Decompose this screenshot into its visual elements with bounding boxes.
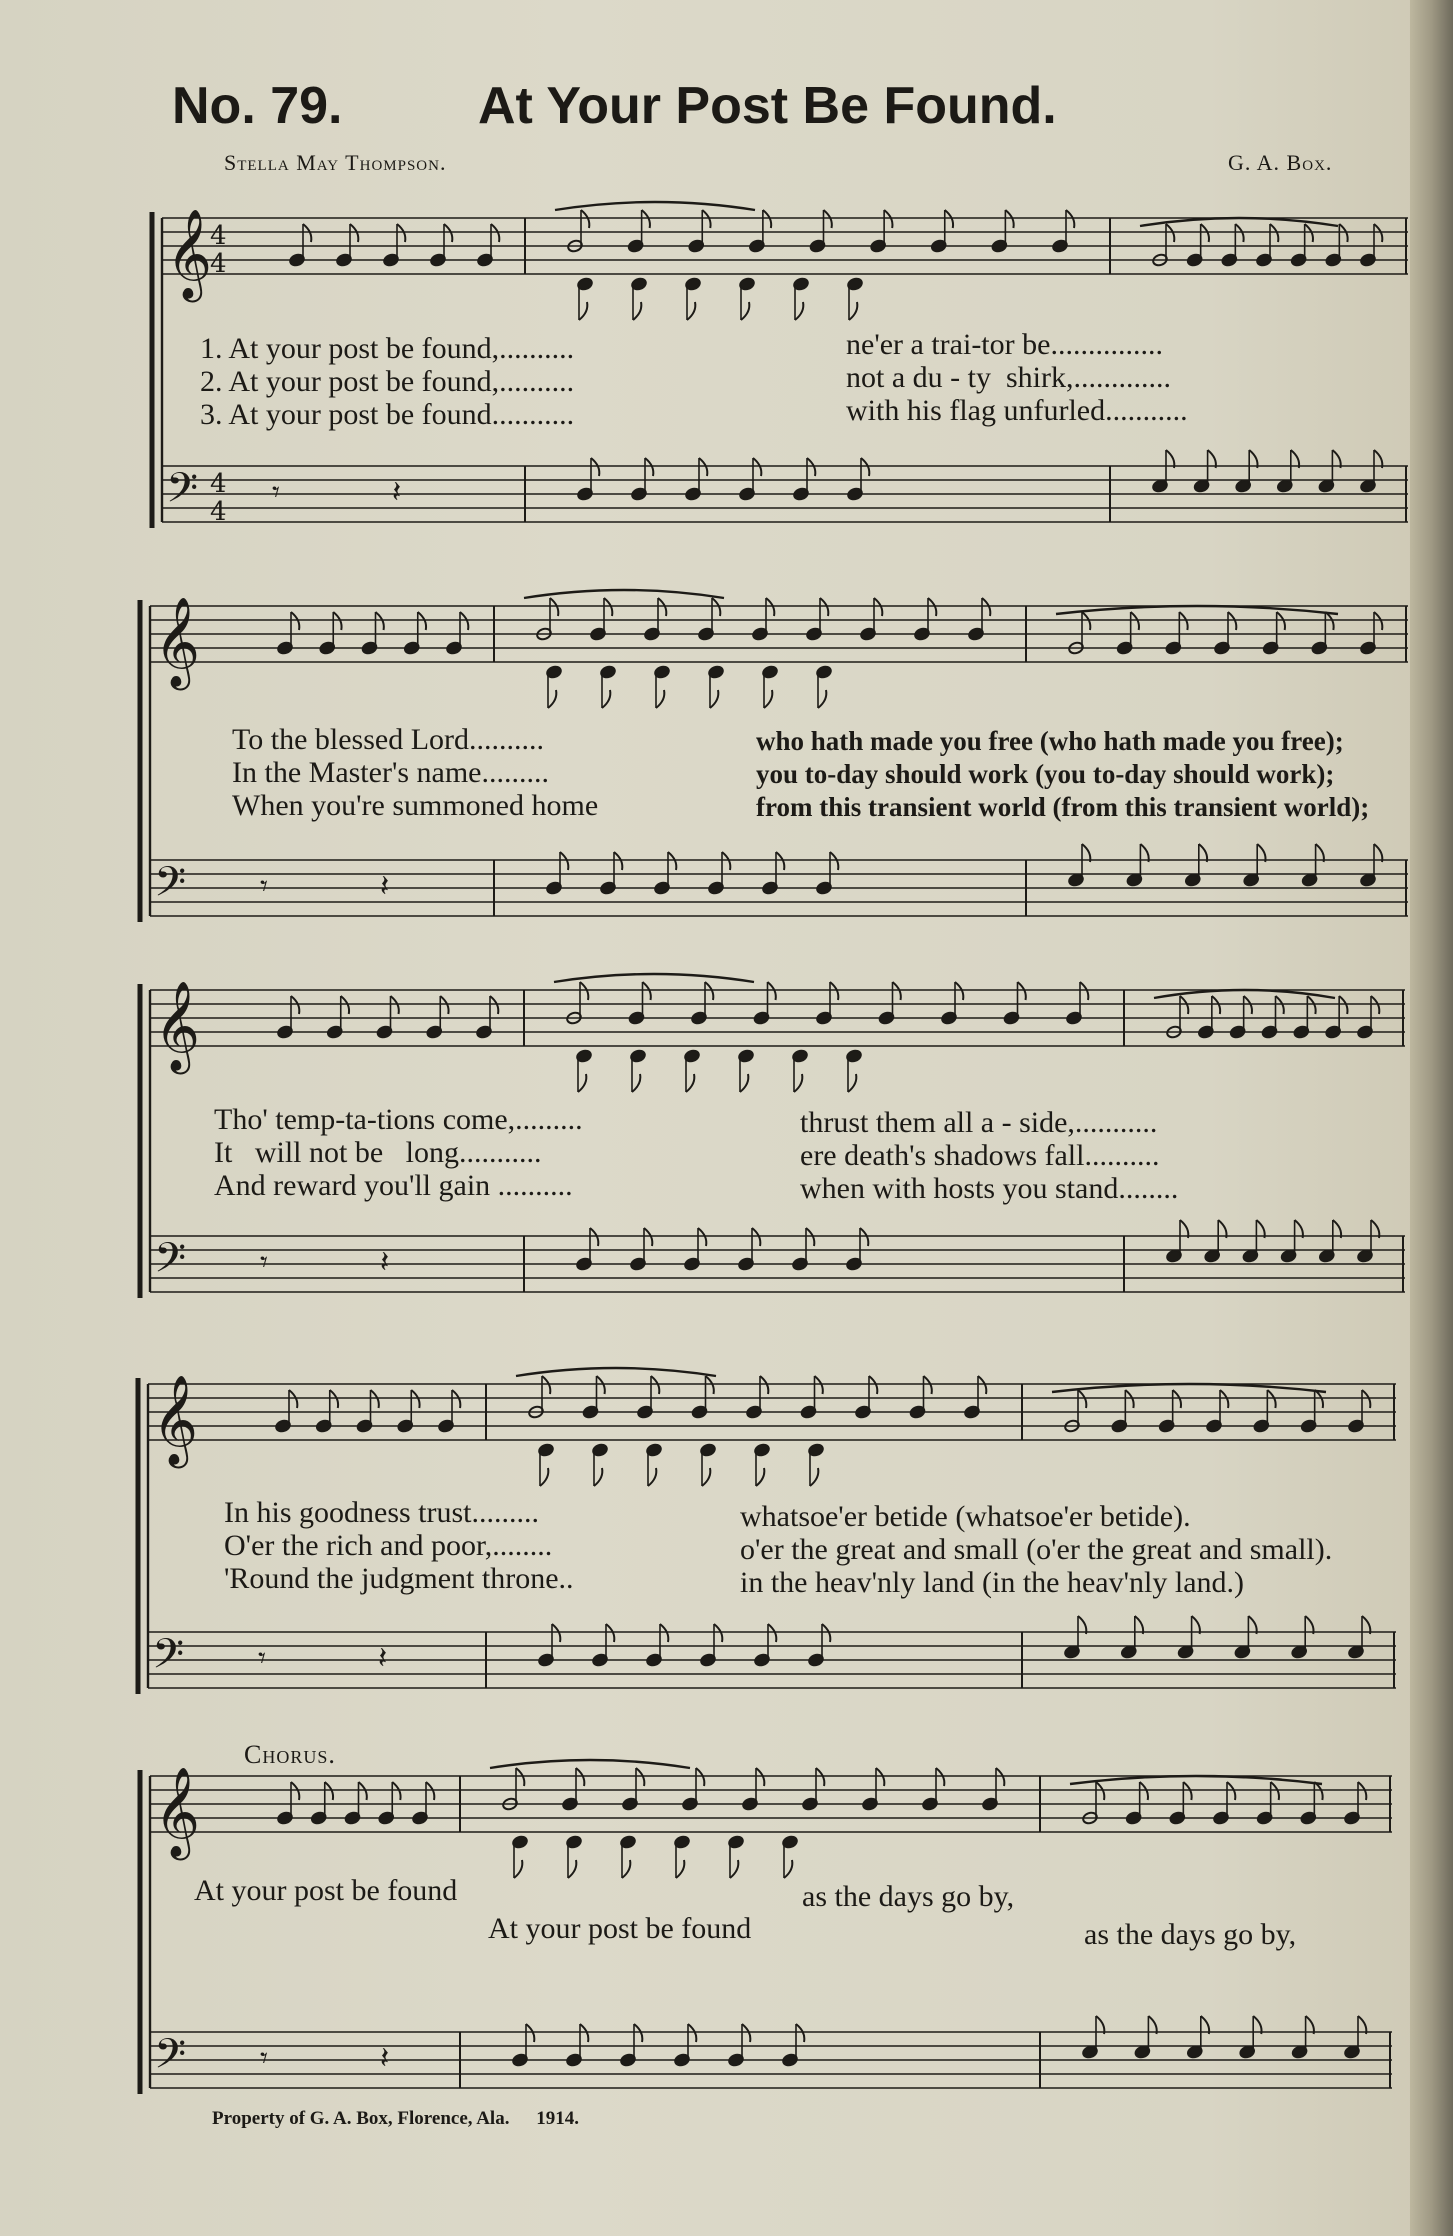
lyric-s2-l3-b: from this transient world (from this transient world); (756, 792, 1370, 822)
time-signature-bass-top: 4 (210, 469, 227, 499)
system-1-m2-bass-flag (861, 458, 869, 476)
system-4-m2-alto-flag (756, 1468, 764, 1486)
system-2-m2-treble-flag (550, 598, 558, 616)
system-3-m2-bass-flag (752, 1228, 760, 1246)
system-2-m3-treble-flag (1179, 612, 1187, 630)
system-4-m2-bass-flag (714, 1624, 722, 1642)
system-5-m2-treble-flag (696, 1768, 704, 1786)
system-3-m2-treble-flag (580, 982, 588, 1000)
system-5-bass-clef: 𝄢 (154, 2030, 187, 2088)
system-3-m2-treble-flag (768, 982, 776, 1000)
time-signature-treble-bottom: 4 (210, 249, 227, 279)
system-2-m1-treble-flag (376, 612, 384, 630)
hymn-number: No. 79. (172, 77, 343, 135)
system-3-bass-quarter-rest: 𝄽 (380, 1245, 390, 1280)
system-2-m2-treble-flag (874, 598, 882, 616)
system-2-m2-alto-flag (656, 690, 664, 708)
system-2-m2-tie (524, 590, 724, 598)
system-1-m2-treble-flag (824, 210, 832, 228)
system-4-m3-treble-flag (1220, 1390, 1228, 1408)
system-3-m2-treble-flag (1080, 982, 1088, 1000)
lyric-s1-l1-a: 1. At your post be found,.......... (200, 332, 575, 365)
system-3-m3-treble-flag (1276, 996, 1284, 1014)
system-1-m3-treble-flag (1305, 224, 1313, 242)
system-5-m2-treble-flag (936, 1768, 944, 1786)
system-1-m3-treble-flag (1339, 224, 1347, 242)
system-1-m3-treble-flag (1235, 224, 1243, 242)
system-2-m3-treble-flag (1228, 612, 1236, 630)
system-2-m2-alto-flag (818, 690, 826, 708)
system-4-m2-treble-flag (597, 1376, 605, 1394)
system-5-m2-alto-flag (784, 1860, 792, 1878)
system-4-m2-bass-flag (606, 1624, 614, 1642)
system-4-m2-treble-flag (924, 1376, 932, 1394)
system-5-m2-treble-flag (756, 1768, 764, 1786)
system-2-m2-treble-flag (766, 598, 774, 616)
system-1-m2-alto-flag (741, 302, 749, 320)
chorus-lyric-soprano-b: as the days go by, (802, 1880, 1015, 1913)
chorus-lyric-soprano-a: At your post be found (194, 1874, 458, 1907)
system-1-m2-alto-flag (795, 302, 803, 320)
system-1-m1-treble-flag (350, 224, 358, 242)
system-3-m2-alto-flag (578, 1074, 586, 1092)
lyric-s1-l1-b: ne'er a trai-tor be............... (846, 328, 1163, 361)
system-3-treble-clef: 𝄞 (154, 981, 201, 1071)
system-2-m2-bass-flag (668, 852, 676, 870)
system-1-m1-treble-flag (303, 224, 311, 242)
system-1-m1-treble-flag (444, 224, 452, 242)
system-1-m2-treble-flag (1005, 210, 1013, 228)
system-1-bass-eighth-rest: 𝄾 (272, 475, 280, 510)
system-2-m2-treble-flag (820, 598, 828, 616)
system-1-bass-quarter-rest: 𝄽 (392, 475, 402, 510)
system-5-m3-treble-flag (1096, 1782, 1104, 1800)
system-4-m2-bass-flag (660, 1624, 668, 1642)
system-2-m2-treble-flag (604, 598, 612, 616)
system-1-treble-clef: 𝄞 (166, 209, 213, 299)
system-4-m1-treble-flag (330, 1390, 338, 1408)
system-5-m2-bass-flag (688, 2024, 696, 2042)
system-2-bass-eighth-rest: 𝄾 (260, 869, 268, 904)
lyric-s3-l3-a: And reward you'll gain .......... (214, 1169, 573, 1202)
system-1-m1-treble-flag (491, 224, 499, 242)
system-1-m2-alto-flag (579, 302, 587, 320)
system-4-m3-treble-flag (1362, 1390, 1370, 1408)
lyric-s3-l1-a: Tho' temp-ta-tions come,......... (214, 1103, 583, 1136)
system-5-m1-treble-flag (325, 1782, 333, 1800)
system-4-m2-bass-flag (552, 1624, 560, 1642)
lyric-s4-l2-a: O'er the rich and poor,........ (224, 1529, 553, 1562)
lyric-s2-l2-b: you to-day should work (you to-day should work); (756, 759, 1335, 789)
system-1-m2-tie (555, 202, 755, 210)
copyright-text: Property of G. A. Box, Florence, Ala. (212, 2108, 510, 2129)
lyric-s4-l3-b: in the heav'nly land (in the heav'nly land.) (740, 1566, 1244, 1599)
system-1-m3-treble-flag (1374, 224, 1382, 242)
system-1-m2-bass-flag (645, 458, 653, 476)
system-2-m2-treble-flag (658, 598, 666, 616)
system-1-m2-treble-flag (763, 210, 771, 228)
system-1-m2-alto-flag (633, 302, 641, 320)
system-5-m1-treble-flag (291, 1782, 299, 1800)
system-3-m2-treble-flag (893, 982, 901, 1000)
system-3-m2-treble-flag (643, 982, 651, 1000)
system-3-m2-treble-flag (830, 982, 838, 1000)
system-5-m2-tie (490, 1760, 690, 1768)
system-3-m2-alto-flag (794, 1074, 802, 1092)
system-3-m3-treble-flag (1212, 996, 1220, 1014)
system-5-m2-alto-flag (514, 1860, 522, 1878)
system-4-m2-treble-flag (869, 1376, 877, 1394)
system-5-m2-alto-flag (676, 1860, 684, 1878)
lyric-s3-l2-b: ere death's shadows fall.......... (800, 1139, 1160, 1172)
system-1-m2-alto-flag (687, 302, 695, 320)
system-2-m2-bass-flag (614, 852, 622, 870)
system-5-m2-alto-flag (568, 1860, 576, 1878)
system-5-m2-treble-flag (996, 1768, 1004, 1786)
system-5-m2-bass-flag (742, 2024, 750, 2042)
system-3-m2-bass-flag (698, 1228, 706, 1246)
lyric-s3-l2-a: It will not be long........... (214, 1136, 542, 1169)
lyric-s4-l1-a: In his goodness trust......... (224, 1496, 539, 1529)
system-4-m3-treble-flag (1173, 1390, 1181, 1408)
system-2-bass-clef: 𝄢 (154, 858, 187, 916)
copyright-year: 1914. (536, 2108, 579, 2129)
system-2-m3-treble-flag (1374, 612, 1382, 630)
system-5-m3-treble-flag (1183, 1782, 1191, 1800)
copyright-footer (212, 2108, 579, 2130)
system-1-m3-tie (1140, 218, 1338, 226)
system-1-m1-treble-flag (397, 224, 405, 242)
system-5-m2-alto-flag (622, 1860, 630, 1878)
system-4-m1-treble-flag (411, 1390, 419, 1408)
system-1-m2-treble-flag (702, 210, 710, 228)
system-2-m1-treble-flag (460, 612, 468, 630)
system-3-m2-treble-flag (705, 982, 713, 1000)
system-4-m2-alto-flag (540, 1468, 548, 1486)
lyric-s2-l1-a: To the blessed Lord.......... (232, 723, 545, 756)
system-3-m1-treble-flag (391, 996, 399, 1014)
system-5-m3-treble-flag (1271, 1782, 1279, 1800)
system-1-m3-treble-flag (1166, 224, 1174, 242)
system-4-m3-treble-flag (1125, 1390, 1133, 1408)
system-2-m2-bass-flag (722, 852, 730, 870)
system-2-m2-bass-flag (560, 852, 568, 870)
system-1-m2-bass-flag (807, 458, 815, 476)
system-4-m3-treble-flag (1267, 1390, 1275, 1408)
lyric-s1-l3-a: 3. At your post be found........... (200, 398, 575, 431)
system-2-m3-treble-flag (1277, 612, 1285, 630)
system-2-m3-treble-flag (1325, 612, 1333, 630)
system-4-m2-alto-flag (702, 1468, 710, 1486)
system-4-bass-eighth-rest: 𝄾 (258, 1641, 266, 1676)
lyric-s3-l3-b: when with hosts you stand........ (800, 1172, 1179, 1205)
system-3-m1-treble-flag (341, 996, 349, 1014)
chorus-label: Chorus. (244, 1740, 336, 1769)
system-2-m1-treble-flag (333, 612, 341, 630)
lyric-s2-l2-a: In the Master's name......... (232, 756, 549, 789)
time-signature-treble-top: 4 (210, 221, 227, 251)
system-5-m1-treble-flag (426, 1782, 434, 1800)
system-3-m2-bass-flag (644, 1228, 652, 1246)
lyric-s4-l1-b: whatsoe'er betide (whatsoe'er betide). (740, 1500, 1191, 1533)
system-3-m2-bass-flag (590, 1228, 598, 1246)
system-3-m2-bass-flag (806, 1228, 814, 1246)
chorus-lyric-bass-a: At your post be found (488, 1912, 752, 1945)
system-3-m1-treble-flag (440, 996, 448, 1014)
system-1-m2-treble-flag (642, 210, 650, 228)
system-2-m3-treble-flag (1131, 612, 1139, 630)
system-2-m3-treble-flag (1082, 612, 1090, 630)
system-3-m3-treble-flag (1371, 996, 1379, 1014)
system-4-m2-treble-flag (760, 1376, 768, 1394)
system-4-m1-treble-flag (452, 1390, 460, 1408)
system-4-m2-alto-flag (810, 1468, 818, 1486)
system-5-m3-treble-flag (1140, 1782, 1148, 1800)
system-5-m2-bass-flag (526, 2024, 534, 2042)
system-2-m2-treble-flag (712, 598, 720, 616)
system-5-m2-bass-flag (796, 2024, 804, 2042)
system-3-m2-tie (554, 974, 754, 982)
system-2-m2-alto-flag (548, 690, 556, 708)
system-3-m2-bass-flag (860, 1228, 868, 1246)
system-2-bass-quarter-rest: 𝄽 (380, 869, 390, 904)
system-1-m2-alto-flag (849, 302, 857, 320)
system-2-m2-bass-flag (776, 852, 784, 870)
system-3-bass-eighth-rest: 𝄾 (260, 1245, 268, 1280)
system-1-m2-treble-flag (581, 210, 589, 228)
lyric-s1-l3-b: with his flag unfurled........... (846, 394, 1188, 427)
system-4-bass-clef: 𝄢 (152, 1630, 185, 1688)
system-4-bass-quarter-rest: 𝄽 (378, 1641, 388, 1676)
system-2-treble-clef: 𝄞 (154, 597, 201, 687)
system-1-m2-treble-flag (884, 210, 892, 228)
system-5-m2-bass-flag (634, 2024, 642, 2042)
system-5-m2-treble-flag (576, 1768, 584, 1786)
system-3-m2-alto-flag (848, 1074, 856, 1092)
system-4-m2-bass-flag (822, 1624, 830, 1642)
system-2-m2-alto-flag (764, 690, 772, 708)
system-1-m2-bass-flag (699, 458, 707, 476)
system-5-m2-alto-flag (730, 1860, 738, 1878)
system-3-m2-alto-flag (686, 1074, 694, 1092)
chorus-lyric-bass-b: as the days go by, (1084, 1918, 1297, 1951)
system-5-bass-eighth-rest: 𝄾 (260, 2041, 268, 2076)
system-2-m2-treble-flag (982, 598, 990, 616)
system-4-m2-alto-flag (594, 1468, 602, 1486)
system-4-m3-treble-flag (1078, 1390, 1086, 1408)
system-2-m1-treble-flag (291, 612, 299, 630)
system-3-m2-treble-flag (955, 982, 963, 1000)
system-4-m2-treble-flag (978, 1376, 986, 1394)
system-5-m2-treble-flag (636, 1768, 644, 1786)
system-5-m3-treble-flag (1358, 1782, 1366, 1800)
system-4-m2-treble-flag (706, 1376, 714, 1394)
system-5-treble-clef: 𝄞 (154, 1767, 201, 1857)
system-5-bass-quarter-rest: 𝄽 (380, 2041, 390, 2076)
system-5-m2-bass-flag (580, 2024, 588, 2042)
lyric-s1-l2-a: 2. At your post be found,.......... (200, 365, 575, 398)
system-5-m1-treble-flag (392, 1782, 400, 1800)
system-5-m2-treble-flag (816, 1768, 824, 1786)
composer-credit: G. A. Box. (1228, 150, 1333, 175)
system-5-m1-treble-flag (359, 1782, 367, 1800)
lyric-s2-l1-b: who hath made you free (who hath made you free); (756, 726, 1344, 756)
system-5-m2-treble-flag (876, 1768, 884, 1786)
system-4-m2-bass-flag (768, 1624, 776, 1642)
system-1-m2-bass-flag (753, 458, 761, 476)
system-3-m3-treble-flag (1307, 996, 1315, 1014)
system-2-m2-bass-flag (830, 852, 838, 870)
time-signature-bass-bottom: 4 (210, 497, 227, 527)
system-3-m3-treble-flag (1180, 996, 1188, 1014)
lyricist-credit: Stella May Thompson. (224, 150, 447, 175)
system-3-m2-alto-flag (740, 1074, 748, 1092)
system-2-m1-treble-flag (418, 612, 426, 630)
system-4-m2-treble-flag (651, 1376, 659, 1394)
system-2-m3-tie (1056, 606, 1338, 614)
system-4-treble-clef: 𝄞 (152, 1375, 199, 1465)
system-4-m2-treble-flag (815, 1376, 823, 1394)
lyric-s3-l1-b: thrust them all a - side,........... (800, 1106, 1158, 1139)
system-5-m3-treble-flag (1227, 1782, 1235, 1800)
system-4-m2-treble-flag (542, 1376, 550, 1394)
system-3-m3-treble-flag (1339, 996, 1347, 1014)
system-3-m1-treble-flag (291, 996, 299, 1014)
lyric-s4-l3-a: 'Round the judgment throne.. (224, 1562, 574, 1595)
system-1-bass-clef: 𝄢 (166, 464, 199, 522)
system-2-m2-alto-flag (602, 690, 610, 708)
system-4-m3-tie (1052, 1384, 1326, 1392)
lyric-s4-l2-b: o'er the great and small (o'er the great and small). (740, 1533, 1333, 1566)
system-5-m2-treble-flag (516, 1768, 524, 1786)
system-4-m2-tie (516, 1368, 716, 1376)
system-4-m1-treble-flag (289, 1390, 297, 1408)
lyric-s1-l2-b: not a du - ty shirk,............. (846, 361, 1171, 394)
system-1-m2-treble-flag (1066, 210, 1074, 228)
lyric-s2-l3-a: When you're summoned home (232, 789, 599, 822)
system-4-m2-alto-flag (648, 1468, 656, 1486)
system-3-m2-treble-flag (1018, 982, 1026, 1000)
system-4-m1-treble-flag (371, 1390, 379, 1408)
system-1-m3-treble-flag (1270, 224, 1278, 242)
system-1-m2-bass-flag (591, 458, 599, 476)
system-3-m2-alto-flag (632, 1074, 640, 1092)
system-5-m3-tie (1070, 1776, 1322, 1784)
system-2-m2-treble-flag (928, 598, 936, 616)
hymn-title: At Your Post Be Found. (478, 77, 1057, 135)
system-2-m2-alto-flag (710, 690, 718, 708)
system-3-bass-clef: 𝄢 (154, 1234, 187, 1292)
system-3-m3-treble-flag (1244, 996, 1252, 1014)
system-3-m1-treble-flag (490, 996, 498, 1014)
system-1-m2-treble-flag (945, 210, 953, 228)
system-1-m3-treble-flag (1201, 224, 1209, 242)
